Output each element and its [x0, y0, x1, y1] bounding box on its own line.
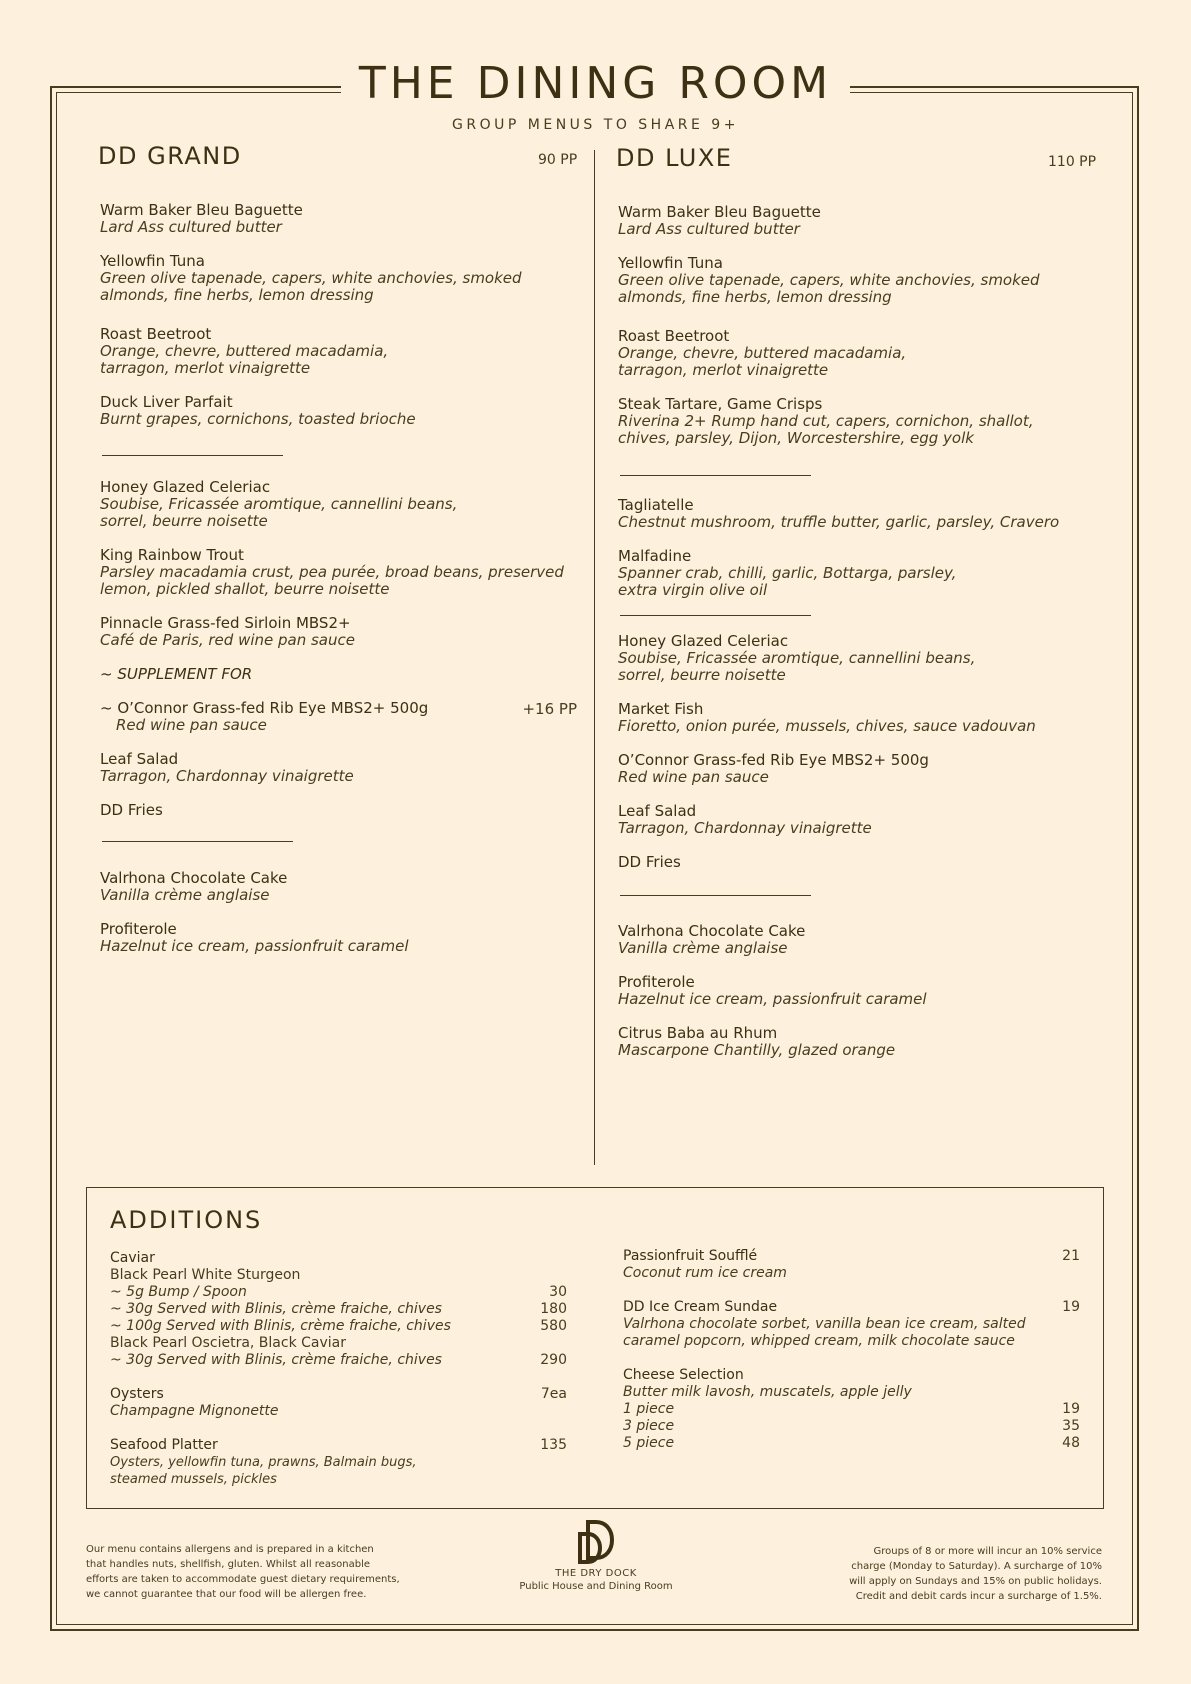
grand-item: [100, 202, 580, 236]
brand-name: THE DRY DOCK: [555, 1568, 637, 1579]
item-name: Profiterole: [100, 920, 177, 938]
luxe-item: [618, 854, 1098, 871]
notice-line: we cannot guarantee that our food will be allergen free.: [86, 1589, 367, 1600]
page-title: THE DINING ROOM: [341, 56, 850, 112]
notice-line: Our menu contains allergens and is prepared in a kitchen: [86, 1544, 374, 1555]
item-name: Malfadine: [618, 547, 692, 565]
addition-line: Butter milk lavosh, muscatels, apple jelly: [623, 1384, 912, 1400]
grand-item: [100, 802, 580, 819]
item-name: Yellowfin Tuna: [100, 252, 205, 270]
addition-price: 21: [1062, 1248, 1080, 1264]
item-name: Honey Glazed Celeriac: [100, 478, 271, 496]
addition-line: Valrhona chocolate sorbet, vanilla bean ice cream, salted: [623, 1316, 1026, 1332]
item-desc: Chestnut mushroom, truffle butter, garlic, parsley, Cravero: [618, 513, 1060, 531]
item-desc: Café de Paris, red wine pan sauce: [100, 631, 355, 649]
addition-line: Seafood Platter: [110, 1437, 218, 1453]
item-name: Leaf Salad: [100, 750, 179, 768]
addition-line: Passionfruit Soufflé: [623, 1248, 758, 1264]
grand-item: [100, 326, 460, 377]
grand-item: [100, 870, 580, 904]
supplement-price: +16 PP: [522, 700, 577, 718]
service-charge-notice: [790, 1544, 1102, 1604]
grand-item: [100, 253, 580, 304]
item-name: Tagliatelle: [618, 496, 694, 514]
item-desc: Fioretto, onion purée, mussels, chives, sauce vadouvan: [618, 717, 1036, 735]
addition-line: Coconut rum ice cream: [623, 1265, 787, 1281]
allergen-notice: [86, 1542, 406, 1602]
item-desc: Vanilla crème anglaise: [100, 886, 270, 904]
item-name: Profiterole: [618, 973, 695, 991]
item-desc: Red wine pan sauce: [116, 716, 267, 734]
grand-item: [100, 921, 580, 955]
luxe-item: [618, 752, 1098, 786]
item-name: Warm Baker Bleu Baguette: [618, 203, 821, 221]
luxe-item: [618, 255, 1098, 306]
item-desc: Soubise, Fricassée aromtique, cannellini beans, sorrel, beurre noisette: [618, 649, 976, 684]
item-desc: Red wine pan sauce: [618, 768, 769, 786]
grand-item: [100, 394, 580, 428]
addition-price: 7ea: [540, 1386, 567, 1402]
supplement-label: ~ SUPPLEMENT FOR: [100, 665, 253, 683]
item-name: DD Fries: [100, 801, 163, 819]
notice-line: efforts are taken to accommodate guest dietary requirements,: [86, 1574, 400, 1585]
grand-item: [100, 751, 580, 785]
grand-item: [100, 666, 580, 683]
luxe-item: [618, 923, 1098, 957]
grand-item: [100, 615, 580, 649]
item-desc: Spanner crab, chilli, garlic, Bottarga, parsley, extra virgin olive oil: [618, 564, 957, 599]
item-name: Yellowfin Tuna: [618, 254, 723, 272]
item-desc: Green olive tapenade, capers, white anchovies, smoked almonds, fine herbs, lemon dressing: [100, 269, 522, 304]
luxe-item: [618, 328, 978, 379]
addition-price: 48: [1062, 1435, 1080, 1451]
item-name: Citrus Baba au Rhum: [618, 1024, 778, 1042]
luxe-menu-price: 110 PP: [1048, 154, 1097, 170]
item-name: Valrhona Chocolate Cake: [100, 869, 288, 887]
section-divider: [102, 455, 283, 456]
item-desc: Burnt grapes, cornichons, toasted brioche: [100, 410, 416, 428]
addition-line: Champagne Mignonette: [110, 1403, 279, 1419]
luxe-item: [618, 803, 1098, 837]
luxe-item: [618, 204, 1098, 238]
section-divider: [620, 475, 811, 476]
notice-line: Groups of 8 or more will incur an 10% service: [873, 1546, 1102, 1557]
item-desc: Tarragon, Chardonnay vinaigrette: [100, 767, 354, 785]
section-divider: [620, 615, 811, 616]
item-name: King Rainbow Trout: [100, 546, 244, 564]
addition-line: ~ 100g Served with Blinis, crème fraiche, chives: [110, 1318, 451, 1334]
addition-line: Oysters, yellowfin tuna, prawns, Balmain bugs,: [110, 1455, 417, 1470]
item-name: Market Fish: [618, 700, 704, 718]
section-divider: [102, 841, 293, 842]
dry-dock-logo-icon: [576, 1520, 616, 1564]
addition-line: 3 piece: [623, 1418, 675, 1434]
brand-tagline: Public House and Dining Room: [519, 1581, 673, 1592]
item-name: Valrhona Chocolate Cake: [618, 922, 806, 940]
item-name: DD Fries: [618, 853, 681, 871]
item-desc: Lard Ass cultured butter: [618, 220, 800, 238]
luxe-item: [618, 548, 978, 599]
addition-price: 180: [540, 1301, 567, 1317]
addition-line: ~ 30g Served with Blinis, crème fraiche, chives: [110, 1352, 442, 1368]
luxe-item: [618, 396, 1038, 447]
item-name: O’Connor Grass-fed Rib Eye MBS2+ 500g: [618, 751, 929, 769]
luxe-item: [618, 633, 1018, 684]
item-name: Roast Beetroot: [618, 327, 730, 345]
section-divider: [620, 895, 811, 896]
item-name: Leaf Salad: [618, 802, 697, 820]
grand-menu-price: 90 PP: [538, 152, 578, 168]
addition-line: ~ 30g Served with Blinis, crème fraiche, chives: [110, 1301, 442, 1317]
notice-line: will apply on Sundays and 15% on public holidays.: [849, 1576, 1102, 1587]
column-divider: [594, 150, 595, 1165]
luxe-item: [618, 701, 1098, 735]
addition-line: steamed mussels, pickles: [110, 1472, 277, 1487]
luxe-item: [618, 497, 1098, 531]
addition-line: DD Ice Cream Sundae: [623, 1299, 778, 1315]
page-subtitle: GROUP MENUS TO SHARE 9+: [452, 117, 739, 133]
addition-price: 135: [540, 1437, 567, 1453]
notice-line: that handles nuts, shellfish, gluten. Whilst all reasonable: [86, 1559, 371, 1570]
item-name: ~ O’Connor Grass-fed Rib Eye MBS2+ 500g: [100, 699, 429, 717]
addition-price: 290: [540, 1352, 567, 1368]
luxe-item: [618, 974, 1098, 1008]
addition-price: 30: [549, 1284, 567, 1300]
item-name: Pinnacle Grass-fed Sirloin MBS2+: [100, 614, 351, 632]
item-name: Duck Liver Parfait: [100, 393, 233, 411]
item-desc: Orange, chevre, buttered macadamia, tarragon, merlot vinaigrette: [618, 344, 907, 379]
notice-line: Credit and debit cards incur a surcharge of 1.5%.: [855, 1591, 1102, 1602]
grand-item: [100, 547, 570, 598]
addition-line: Black Pearl Oscietra, Black Caviar: [110, 1335, 346, 1351]
addition-line: Black Pearl White Sturgeon: [110, 1267, 301, 1283]
item-name: Steak Tartare, Game Crisps: [618, 395, 823, 413]
grand-menu-title: DD GRAND: [98, 142, 242, 170]
addition-price: 580: [540, 1318, 567, 1334]
addition-price: 19: [1062, 1401, 1080, 1417]
title-wrap: [0, 56, 1191, 112]
addition-price: 19: [1062, 1299, 1080, 1315]
addition-price: 35: [1062, 1418, 1080, 1434]
item-desc: Tarragon, Chardonnay vinaigrette: [618, 819, 872, 837]
grand-item: [100, 479, 500, 530]
additions-title: ADDITIONS: [110, 1206, 263, 1234]
addition-line: 5 piece: [623, 1435, 675, 1451]
addition-line: 1 piece: [623, 1401, 675, 1417]
item-desc: Mascarpone Chantilly, glazed orange: [618, 1041, 896, 1059]
item-name: Warm Baker Bleu Baguette: [100, 201, 303, 219]
item-name: Roast Beetroot: [100, 325, 212, 343]
luxe-menu-title: DD LUXE: [616, 144, 733, 172]
addition-line: Cheese Selection: [623, 1367, 744, 1383]
item-desc: Soubise, Fricassée aromtique, cannellini beans, sorrel, beurre noisette: [100, 495, 458, 530]
item-desc: Vanilla crème anglaise: [618, 939, 788, 957]
item-desc: Parsley macadamia crust, pea purée, broad beans, preserved lemon, pickled shallot, beurre noisette: [100, 563, 564, 598]
item-name: Honey Glazed Celeriac: [618, 632, 789, 650]
addition-line: Oysters: [110, 1386, 164, 1402]
item-desc: Green olive tapenade, capers, white anchovies, smoked almonds, fine herbs, lemon dressing: [618, 271, 1040, 306]
notice-line: charge (Monday to Saturday). A surcharge of 10%: [851, 1561, 1102, 1572]
addition-line: caramel popcorn, whipped cream, milk chocolate sauce: [623, 1333, 1015, 1349]
addition-line: ~ 5g Bump / Spoon: [110, 1284, 247, 1300]
item-desc: Hazelnut ice cream, passionfruit caramel: [100, 937, 409, 955]
item-desc: Riverina 2+ Rump hand cut, capers, cornichon, shallot, chives, parsley, Dijon, Worcestershire, egg yolk: [618, 412, 1034, 447]
item-desc: Orange, chevre, buttered macadamia, tarragon, merlot vinaigrette: [100, 342, 389, 377]
brand-block: [496, 1520, 696, 1592]
item-desc: Hazelnut ice cream, passionfruit caramel: [618, 990, 927, 1008]
addition-line: Caviar: [110, 1250, 155, 1266]
luxe-item: [618, 1025, 1098, 1059]
item-desc: Lard Ass cultured butter: [100, 218, 282, 236]
